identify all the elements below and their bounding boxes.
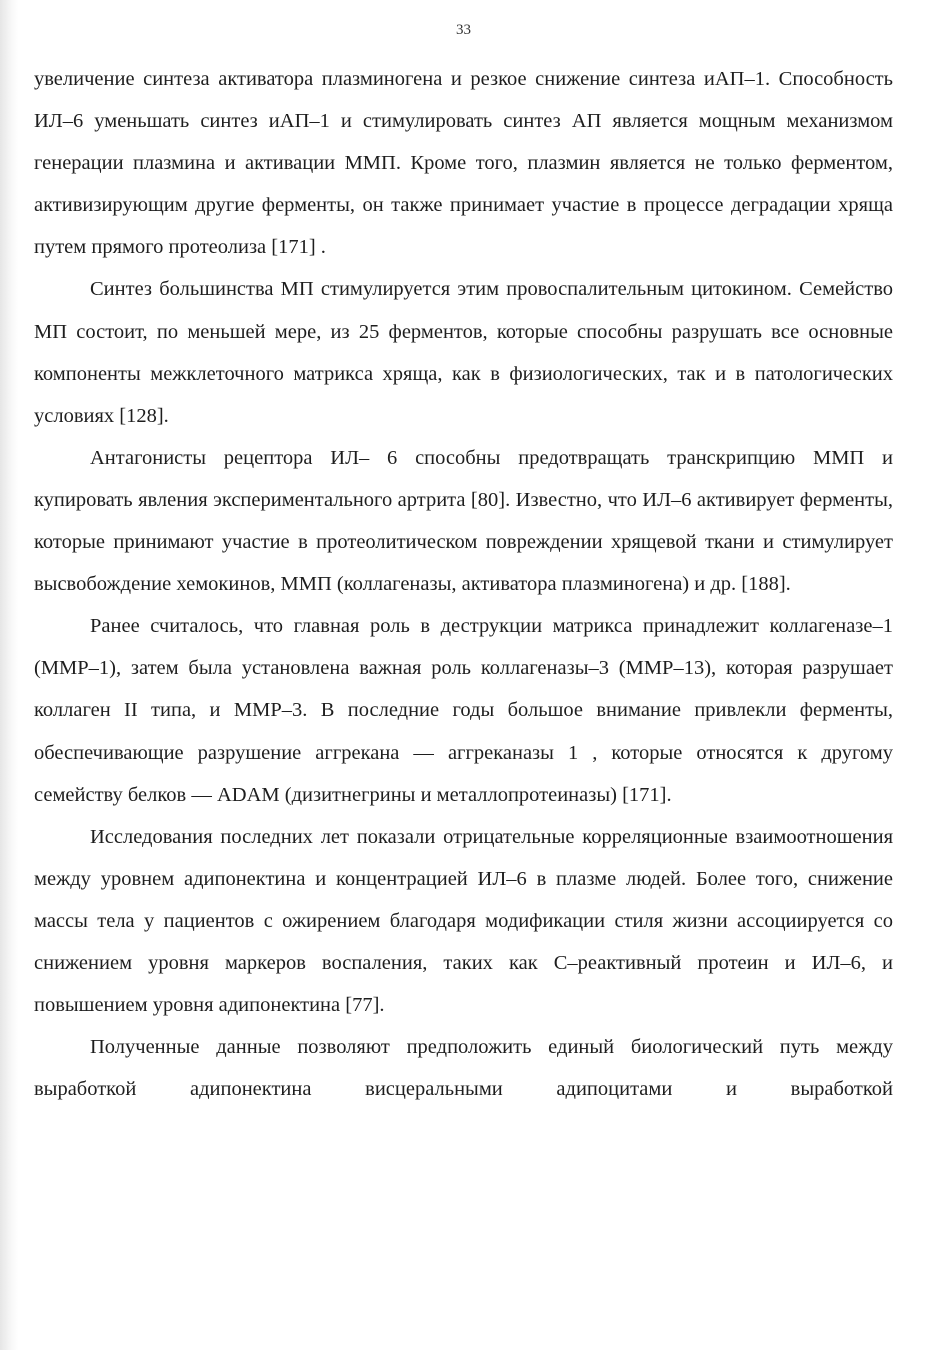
page-number: 33: [456, 22, 471, 38]
paragraph-5: Исследования последних лет показали отрицательные корреляционные взаимоотношения между уровнем адипонектина и концентрацией ИЛ–6 в плазме людей. Более того, снижение массы тела у пациентов с ожирением благодаря модификации стиля жизни ассоциируется со снижением уровня маркеров воспаления, таких как С–реактивный протеин и ИЛ–6, и повышением уровня адипонектина [77].: [34, 825, 893, 1017]
paragraph-3: Антагонисты рецептора ИЛ– 6 способны предотвращать транскрипцию ММП и купировать явления экспериментального артрита [80]. Известно, что ИЛ–6 активирует ферменты, которые принимают участие в протеолитическом повреждении хрящевой ткани и стимулирует высвобождение хемокинов, ММП (коллагеназы, активатора плазминогена) и др. [188].: [34, 446, 893, 596]
paragraph-1: увеличение синтеза активатора плазминогена и резкое снижение синтеза иАП–1. Способность ИЛ–6 уменьшать синтез иАП–1 и стимулировать синтез АП является мощным механизмом генерации плазмина и активации ММП. Кроме того, плазмин является не только ферментом, активизирующим другие ферменты, он также принимает участие в процессе деградации хряща путем прямого протеолиза [171] .: [34, 68, 893, 259]
paragraph-6: Полученные данные позволяют предположить единый биологический путь между выработкой адипонектина висцеральными адипоцитами и выработкой: [34, 1036, 893, 1101]
paragraph-4: Ранее считалось, что главная роль в деструкции матрикса принадлежит коллагеназе–1 (ММР–1), затем была установлена важная роль коллагеназы–3 (ММР–13), которая разрушает коллаген II типа, и ММР–3. В последние годы большое внимание привлекли ферменты, обеспечивающие разрушение аггрекана — аггреканазы 1 , которые относятся к другому семейству белков — ADAM (дизитнегрины и металлопротеиназы) [171].: [34, 615, 893, 806]
scan-shadow: [0, 0, 18, 1350]
document-body: [34, 58, 893, 1110]
paragraph-2: Синтез большинства МП стимулируется этим провоспалительным цитокином. Семейство МП состоит, по меньшей мере, из 25 ферментов, которые способны разрушать все основные компоненты межклеточного матрикса хряща, как в физиологических, так и в патологических условиях [128].: [34, 278, 893, 427]
